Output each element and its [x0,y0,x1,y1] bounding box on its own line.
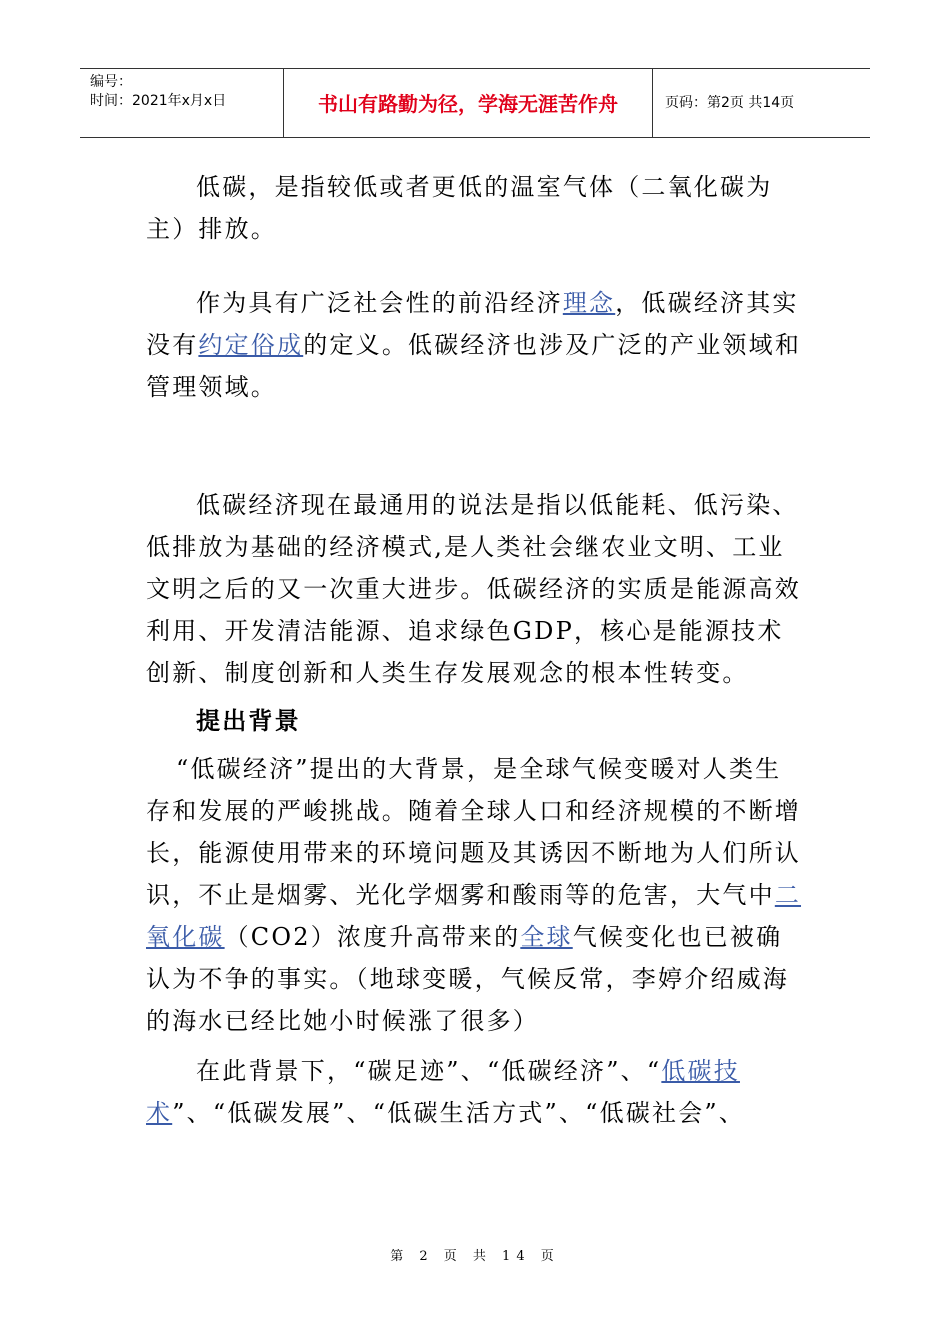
header-motto-cell [284,69,653,137]
paragraph-1: 低碳，是指较低或者更低的温室气体（二氧化碳为主）排放。 [146,173,773,243]
link-eryanghuatan[interactable]: 二氧化碳 [146,881,802,951]
paragraph-2: 作为具有广泛社会性的前沿经济理念，低碳经济其实没有约定俗成的定义。低碳经济也涉及广泛的产业领域和管理领域。 [146,289,802,401]
paragraph-3: 低碳经济现在最通用的说法是指以低能耗、低污染、低排放为基础的经济模式,是人类社会继农业文明、工业文明之后的又一次重大进步。低碳经济的实质是能源高效利用、开发清洁能源、追求绿色GDP，核心是能源技术创新、制度创新和人类生存发展观念的根本性转变。 [146,491,801,687]
page-header [80,68,870,138]
document-body [146,166,806,1134]
header-motto: 书山有路勤为径，学海无涯苦作舟 [318,92,618,116]
link-quanqiu[interactable]: 全球 [520,923,573,951]
link-yuedingsucheng[interactable]: 约定俗成 [198,331,304,359]
paragraph-5: 在此背景下，“碳足迹”、“低碳经济”、“低碳技术”、“低碳发展”、“低碳生活方式”、“低碳社会”、 [146,1057,746,1127]
paragraph-4: “低碳经济”提出的大背景，是全球气候变暖对人类生存和发展的严峻挑战。随着全球人口和经济规模的不断增长，能源使用带来的环境问题及其诱因不断地为人们所认识，不止是烟雾、光化学烟雾和酸雨等的危害，大气中二氧化碳（CO2）浓度升高带来的全球气候变化也已被确认为不争的事实。（地球变暖，气候反常，李婷介绍威海的海水已经比她小时候涨了很多） [146,755,802,1035]
doc-id-label: 编号： [90,74,132,90]
doc-time-label: 时间：2021年x月x日 [90,93,227,109]
header-page-cell [653,69,870,137]
link-ditanjishu[interactable]: 低碳技术 [146,1057,740,1127]
header-page-info: 页码：第2页 共14页 [665,95,795,111]
page-footer: 第 2 页 共 14 页 [390,1249,560,1264]
header-meta-cell [80,69,284,137]
section-heading: 提出背景 [196,707,301,735]
link-linian[interactable]: 理念 [562,289,616,317]
